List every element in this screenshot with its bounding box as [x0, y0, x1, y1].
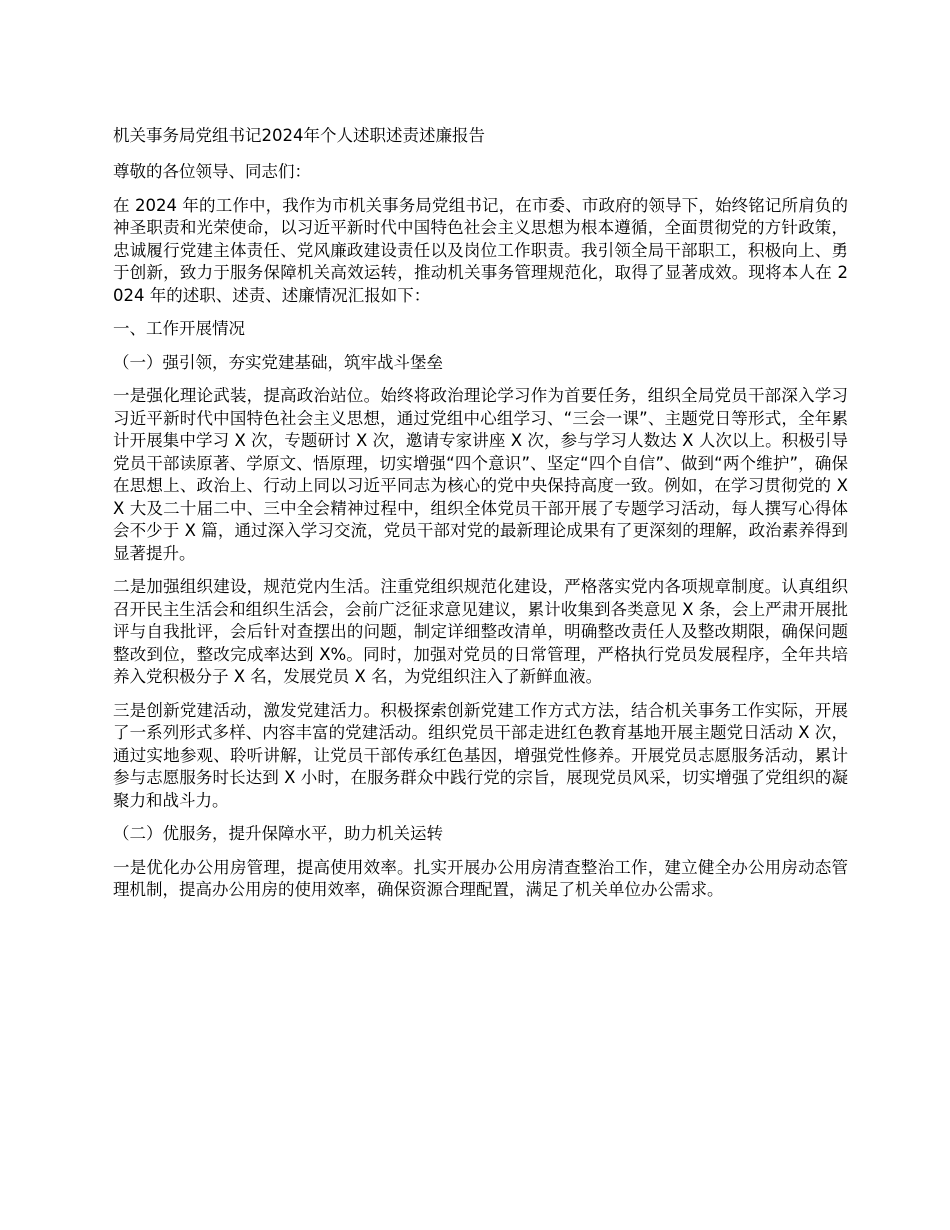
section-heading-work: 一、工作开展情况: [113, 319, 245, 338]
document-title: 机关事务局党组书记2024年个人述职述责述廉报告: [113, 126, 485, 145]
paragraph-party-activities: 三是创新党建活动，激发党建活力。积极探索创新党建工作方式方法，结合机关事务工作实际，开展了一系列形式多样、内容丰富的党建活动。组织党员干部走进红色教育基地开展主题党日活动 X 次，通过实地参观、聆听讲解，让党员干部传承红色基因，增强党性修养。开展党员志愿服务活动，累计参与志愿服务时长达到 X 小时，在服务群众中践行党的宗旨，展现党员风采，切实增强了党组织的凝聚力和战斗力。: [113, 700, 848, 810]
subsection-heading-party-building: （一）强引领，夯实党建基础，筑牢战斗堡垒: [113, 352, 443, 372]
intro-paragraph: 在 2024 年的工作中，我作为市机关事务局党组书记，在市委、市政府的领导下，始终铭记所肩负的神圣职责和光荣使命，以习近平新时代中国特色社会主义思想为根本遵循，全面贯彻党的方针政策，忠诚履行党建主体责任、党风廉政建设责任以及岗位工作职责。我引领全局干部职工，积极向上、勇于创新，致力于服务保障机关高效运转，推动机关事务管理规范化，取得了显著成效。现将本人在 2024 年的述职、述责、述廉情况汇报如下：: [113, 195, 848, 305]
paragraph-theory-study: 一是强化理论武装，提高政治站位。始终将政治理论学习作为首要任务，组织全局党员干部深入学习习近平新时代中国特色社会主义思想，通过党组中心组学习、“三会一课”、主题党日等形式，全年累计开展集中学习 X 次，专题研讨 X 次，邀请专家讲座 X 次，参与学习人数达 X 人次以上。积极引导党员干部读原著、学原文、悟原理，切实增强“四个意识”、坚定“四个自信”、做到“两个维护”，确保在思想上、政治上、行动上同以习近平同志为核心的党中央保持高度一致。例如，在学习贯彻党的 XX 大及二十届二中、三中全会精神过程中，组织全体党员干部开展了专题学习活动，每人撰写心得体会不少于 X 篇，通过深入学习交流，党员干部对党的最新理论成果有了更深刻的理解，政治素养得到显著提升。: [113, 386, 848, 563]
paragraph-office-management: 一是优化办公用房管理，提高使用效率。扎实开展办公用房清查整治工作，建立健全办公用房动态管理机制，提高办公用房的使用效率，确保资源合理配置，满足了机关单位办公需求。: [113, 857, 848, 899]
paragraph-organization-building: 二是加强组织建设，规范党内生活。注重党组织规范化建设，严格落实党内各项规章制度。认真组织召开民主生活会和组织生活会，会前广泛征求意见建议，累计收集到各类意见 X 条，会上严肃开展批评与自我批评，会后针对查摆出的问题，制定详细整改清单，明确整改责任人及整改期限，确保问题整改到位，整改完成率达到 X%。同时，加强对党员的日常管理，严格执行党员发展程序，全年共培养入党积极分子 X 名，发展党员 X 名，为党组织注入了新鲜血液。: [113, 577, 848, 686]
salutation: 尊敬的各位领导、同志们：: [113, 162, 311, 181]
subsection-heading-service: （二）优服务，提升保障水平，助力机关运转: [113, 824, 443, 843]
document-page: [113, 124, 848, 913]
